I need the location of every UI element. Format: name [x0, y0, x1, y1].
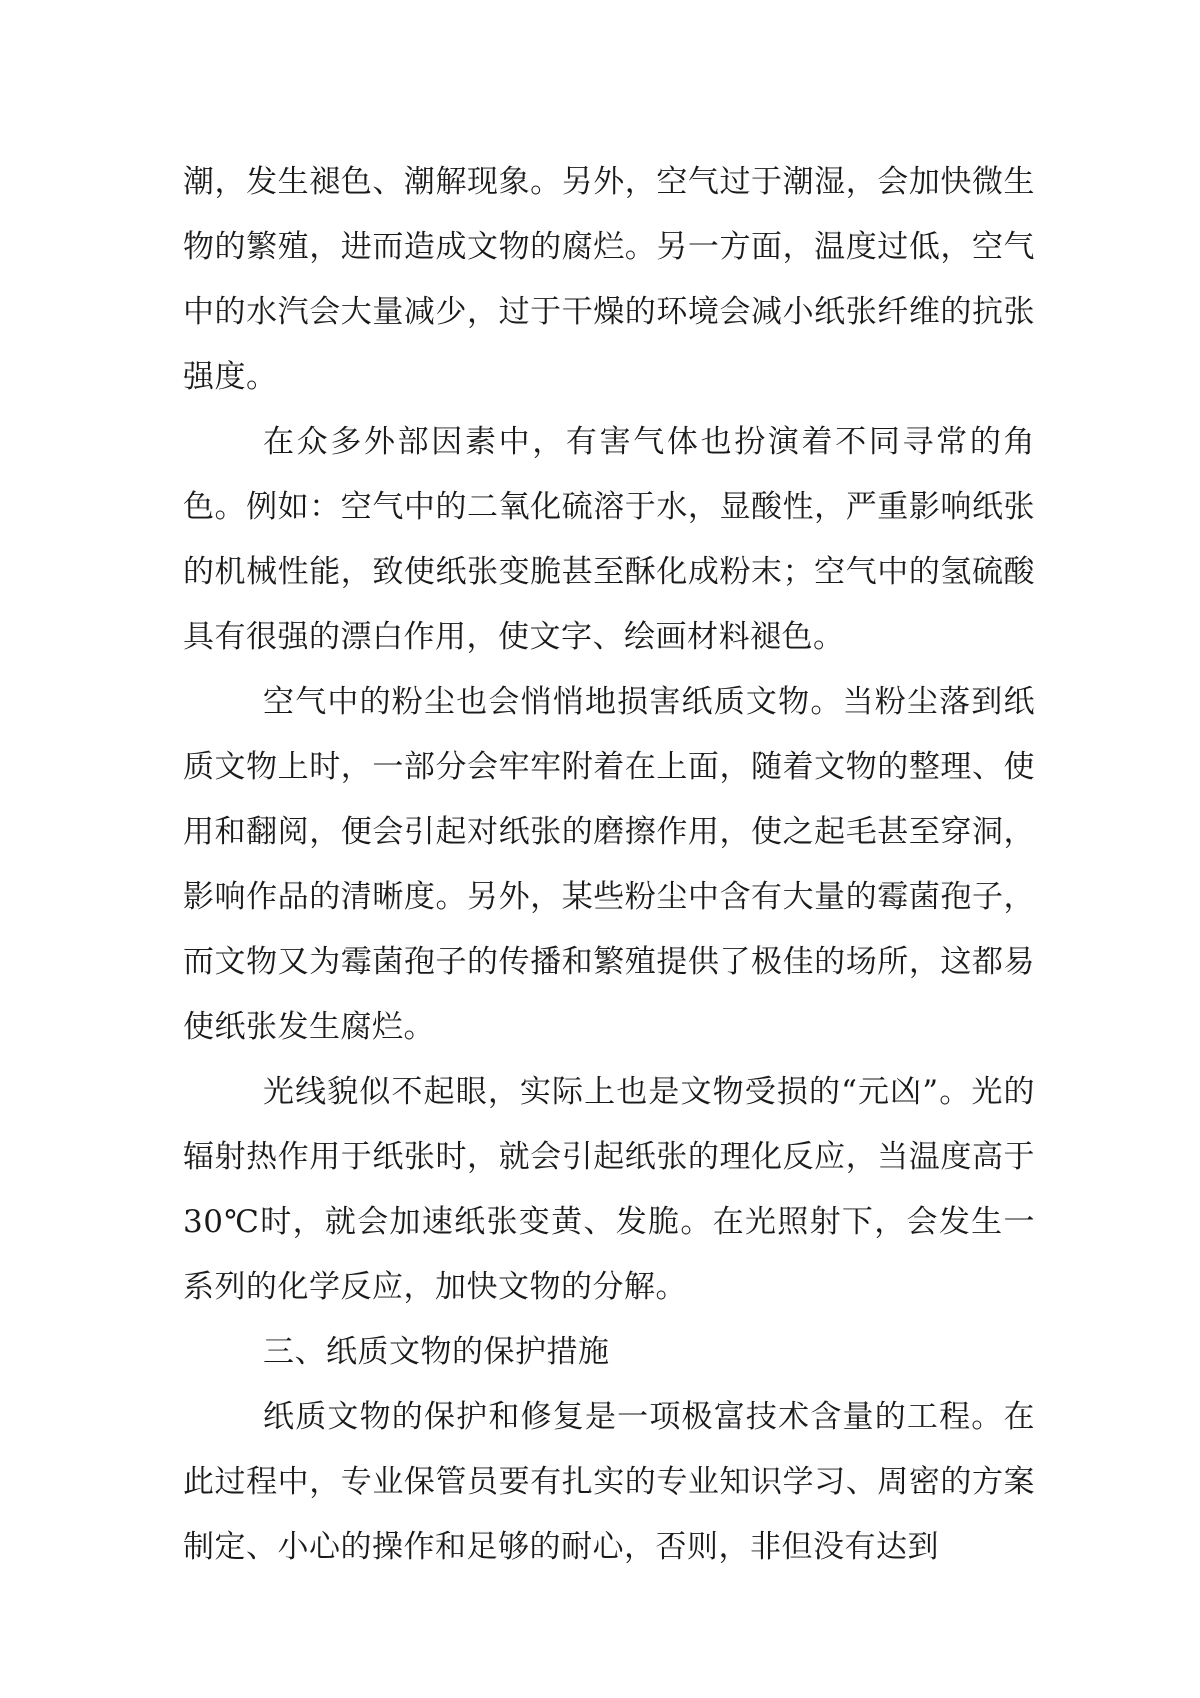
paragraph-humidity-continued: 潮，发生褪色、潮解现象。另外，空气过于潮湿，会加快微生物的繁殖，进而造成文物的腐烂。另一方面，温度过低，空气中的水汽会大量减少，过于干燥的环境会减小纸张纤维的抗张强度。 [183, 164, 1035, 395]
paragraph-harmful-gases: 在众多外部因素中，有害气体也扮演着不同寻常的角色。例如：空气中的二氧化硫溶于水，显酸性，严重影响纸张的机械性能，致使纸张变脆甚至酥化成粉末；空气中的氢硫酸具有很强的漂白作用，使文字、绘画材料褪色。 [183, 424, 1035, 655]
section-heading-protection-measures: 三、纸质文物的保护措施 [263, 1334, 610, 1370]
document-body [183, 150, 1035, 1580]
paragraph-protection-intro: 纸质文物的保护和修复是一项极富技术含量的工程。在此过程中，专业保管员要有扎实的专业知识学习、周密的方案制定、小心的操作和足够的耐心，否则，非但没有达到 [183, 1399, 1035, 1565]
paragraph-light: 光线貌似不起眼，实际上也是文物受损的“元凶”。光的辐射热作用于纸张时，就会引起纸张的理化反应，当温度高于 30℃时，就会加速纸张变黄、发脆。在光照射下，会发生一系列的化学反应，加快文物的分解。 [183, 1074, 1035, 1305]
paragraph-dust: 空气中的粉尘也会悄悄地损害纸质文物。当粉尘落到纸质文物上时，一部分会牢牢附着在上面，随着文物的整理、使用和翻阅，便会引起对纸张的磨擦作用，使之起毛甚至穿洞，影响作品的清晰度。另外，某些粉尘中含有大量的霉菌孢子，而文物又为霉菌孢子的传播和繁殖提供了极佳的场所，这都易使纸张发生腐烂。 [183, 684, 1035, 1045]
